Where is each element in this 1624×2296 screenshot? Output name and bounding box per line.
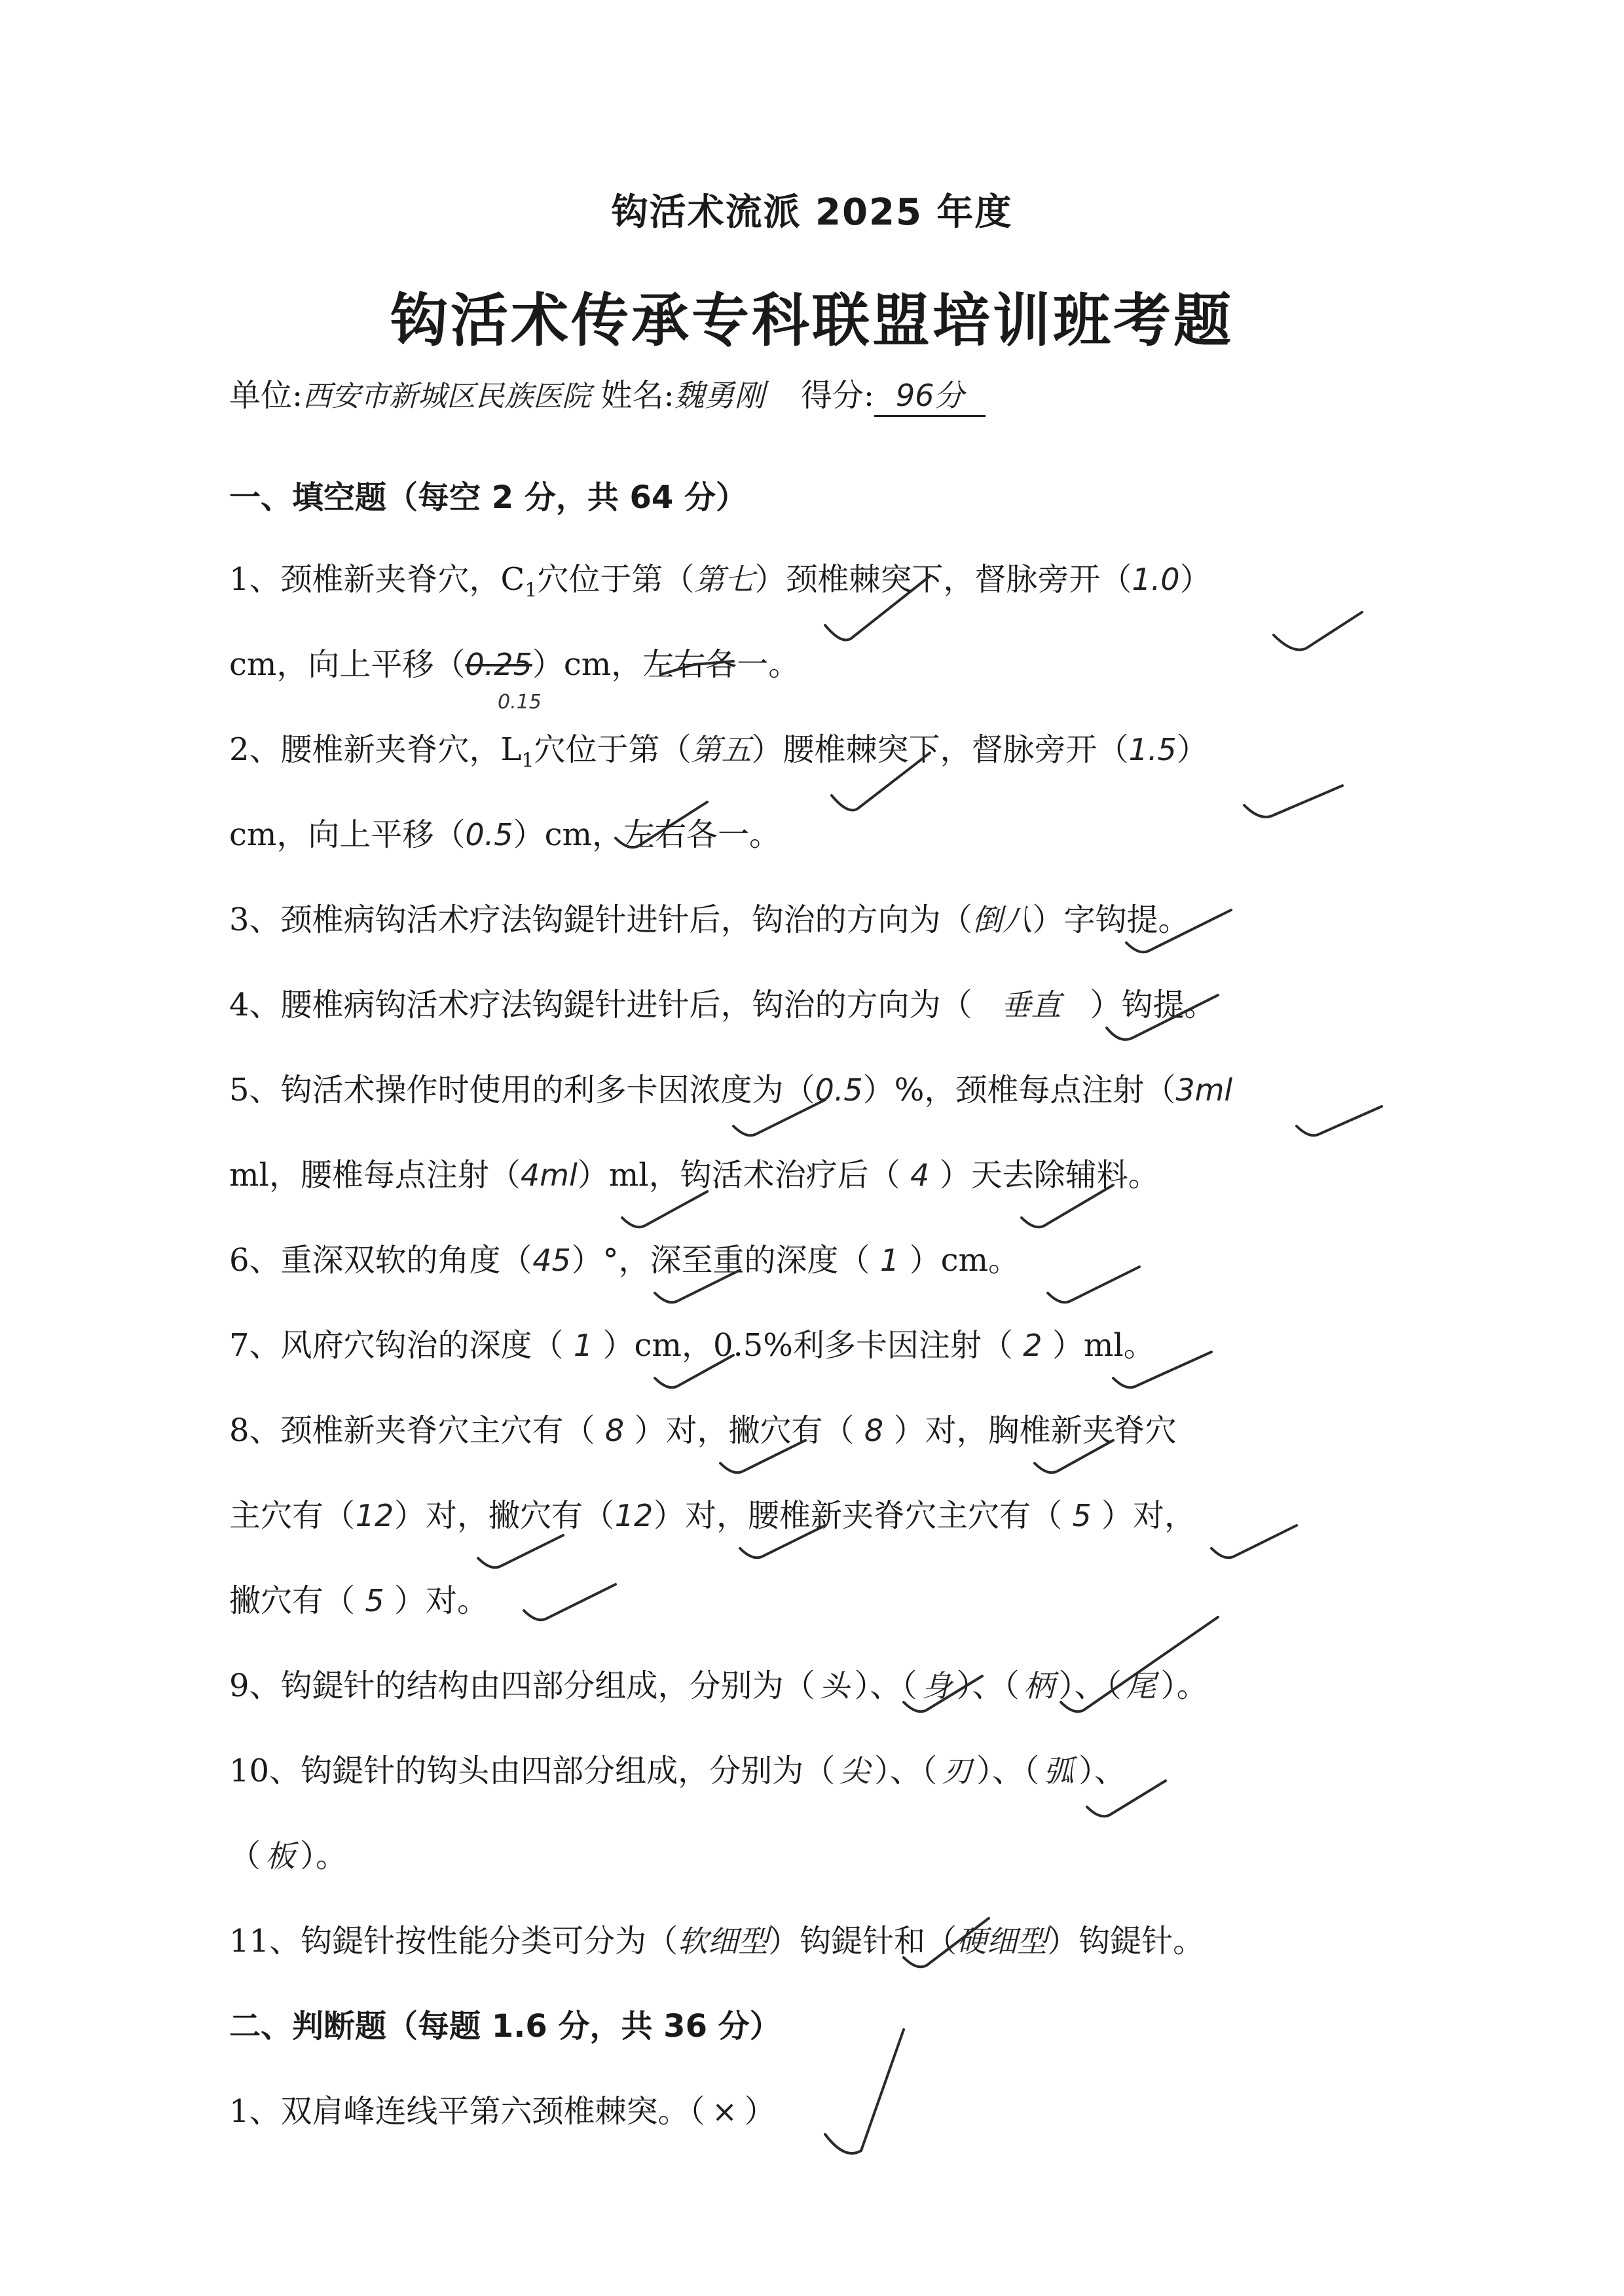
q9-answer-2: 身 bbox=[921, 1668, 952, 1704]
q5-answer-4: 4 bbox=[910, 1157, 930, 1193]
q1-text-f: ）cm，左右各一。 bbox=[532, 646, 800, 683]
q8-text-f: ）对，腰椎新夹脊穴主穴有（ bbox=[654, 1497, 1063, 1534]
q1-subscript: 1 bbox=[525, 579, 538, 602]
candidate-info-row bbox=[229, 370, 986, 417]
q5-line1 bbox=[229, 1070, 1408, 1110]
q9-answer-3: 柄 bbox=[1024, 1668, 1054, 1704]
q5-text-e: ）天去除辅料。 bbox=[939, 1157, 1160, 1194]
q2-text-f: ）cm，左右各一。 bbox=[513, 816, 781, 853]
q3-text-b: ）字钩提。 bbox=[1032, 902, 1190, 938]
q7-text-b: ）cm，0.5%利多卡因注射（ bbox=[602, 1327, 1013, 1364]
q8-text-b: ）对，撇穴有（ bbox=[634, 1412, 855, 1449]
q9-text-e: ）。 bbox=[1160, 1667, 1208, 1704]
q8-text-c: ）对，胸椎新夹脊穴 bbox=[893, 1412, 1177, 1449]
judge-q1-line bbox=[229, 2092, 1408, 2131]
judge-q1-text-b: ） bbox=[744, 2093, 776, 2130]
check-mark bbox=[1274, 612, 1362, 650]
exam-year-title: 钩活术流派 2025 年度 bbox=[611, 191, 1013, 234]
q10-text-b: ）、（ bbox=[874, 1753, 938, 1789]
q10-text-f: ）。 bbox=[300, 1838, 348, 1874]
q9-answer-4: 尾 bbox=[1126, 1668, 1156, 1704]
q11-answer-2: 硬细型 bbox=[957, 1923, 1048, 1959]
q8-line1 bbox=[229, 1411, 1408, 1450]
q10-text-a: 10、钩鍉针的钩头由四部分组成，分别为（ bbox=[229, 1753, 836, 1789]
section2-heading: 二、判断题（每题 1.6 分，共 36 分） bbox=[229, 2008, 781, 2045]
q9-line bbox=[229, 1666, 1408, 1705]
q8-text-d: 主穴有（ bbox=[229, 1497, 356, 1534]
q10-text-d: ）、 bbox=[1079, 1753, 1126, 1789]
score-label: 得分: bbox=[800, 377, 875, 414]
q5-line2 bbox=[229, 1156, 1408, 1195]
q5-answer-2: 3ml bbox=[1175, 1072, 1233, 1108]
q2-text-c: ）腰椎棘突下，督脉旁开（ bbox=[751, 731, 1129, 768]
q7-answer-2: 2 bbox=[1023, 1328, 1043, 1363]
judge-q1-text-a: 1、双肩峰连线平第六颈椎棘突。（ bbox=[229, 2093, 705, 2130]
q6-answer-2: 1 bbox=[879, 1243, 900, 1278]
q1-line2 bbox=[229, 645, 1408, 684]
q6-answer-1: 45 bbox=[532, 1243, 571, 1278]
q9-answer-1: 头 bbox=[819, 1668, 850, 1704]
q10-line2 bbox=[229, 1836, 1408, 1876]
q2-answer-1: 第五 bbox=[691, 732, 752, 767]
judge-q1-answer: × bbox=[712, 2094, 737, 2129]
q4-text-b: ）钩提。 bbox=[1090, 987, 1216, 1023]
q3-text-a: 3、颈椎病钩活术疗法钩鍉针进针后，钩治的方向为（ bbox=[229, 902, 972, 938]
q1-answer-2: 1.0 bbox=[1132, 562, 1180, 597]
q10-text-e: （ bbox=[229, 1838, 261, 1874]
q9-text-c: ）、（ bbox=[956, 1667, 1020, 1704]
q8-answer-1: 8 bbox=[604, 1413, 625, 1448]
q6-line bbox=[229, 1241, 1408, 1280]
q1-text-b: 穴位于第（ bbox=[537, 561, 695, 598]
q2-answer-2: 1.5 bbox=[1128, 732, 1177, 767]
q3-line bbox=[229, 900, 1408, 939]
q10-line1 bbox=[229, 1751, 1408, 1791]
q4-answer: 垂直 bbox=[1001, 987, 1061, 1023]
section1-heading: 一、填空题（每空 2 分，共 64 分） bbox=[229, 479, 748, 516]
q2-text-a: 2、腰椎新夹脊穴，L bbox=[229, 731, 522, 768]
q8-line3 bbox=[229, 1581, 1408, 1620]
q5-answer-1: 0.5 bbox=[815, 1072, 863, 1108]
q11-text-b: ）钩鍉针和（ bbox=[768, 1923, 957, 1959]
q8-answer-3: 12 bbox=[355, 1498, 394, 1533]
q10-answer-4: 板 bbox=[265, 1838, 296, 1874]
name-label: 姓名: bbox=[600, 377, 674, 414]
q8-text-g: ）对， bbox=[1101, 1497, 1196, 1534]
q1-answer-3: 0.25 bbox=[465, 647, 532, 682]
q9-text-d: ）、（ bbox=[1058, 1667, 1122, 1704]
q2-text-e: cm，向上平移（ bbox=[229, 816, 466, 853]
check-mark bbox=[622, 1192, 707, 1227]
score-handwritten: 96分 bbox=[874, 372, 986, 417]
q2-subscript: 1 bbox=[521, 749, 534, 773]
exam-main-title: 钩活术传承专科联盟培训班考题 bbox=[390, 287, 1234, 354]
q8-answer-6: 5 bbox=[365, 1583, 384, 1618]
q5-text-b: ）%，颈椎每点注射（ bbox=[862, 1072, 1176, 1108]
q2-line2 bbox=[229, 815, 1408, 854]
q10-answer-3: 弧 bbox=[1044, 1753, 1075, 1789]
q6-text-a: 6、重深双软的角度（ bbox=[229, 1242, 532, 1279]
q11-text-a: 11、钩鍉针按性能分类可分为（ bbox=[229, 1923, 678, 1959]
q8-text-e: ）对，撇穴有（ bbox=[394, 1497, 615, 1534]
q1-text-d: ） bbox=[1179, 561, 1211, 598]
q1-line1 bbox=[229, 560, 1408, 611]
q1-correction-note: 0.15 bbox=[498, 691, 542, 714]
unit-handwritten: 西安市新城区民族医院 bbox=[303, 380, 591, 413]
q9-text-a: 9、钩鍉针的结构由四部分组成，分别为（ bbox=[229, 1667, 815, 1704]
q3-answer: 倒八 bbox=[972, 902, 1033, 938]
q8-answer-2: 8 bbox=[864, 1413, 884, 1448]
q4-text-a: 4、腰椎病钩活术疗法钩鍉针进针后，钩治的方向为（ bbox=[229, 987, 972, 1023]
q7-text-c: ）ml。 bbox=[1052, 1327, 1155, 1364]
name-handwritten: 魏勇刚 bbox=[674, 378, 765, 413]
q7-answer-1: 1 bbox=[573, 1328, 593, 1363]
q8-line2 bbox=[229, 1496, 1408, 1535]
q2-line1 bbox=[229, 730, 1408, 781]
unit-label: 单位: bbox=[229, 377, 303, 414]
check-mark bbox=[478, 1535, 563, 1567]
check-mark bbox=[1297, 1106, 1382, 1135]
q1-text-a: 1、颈椎新夹脊穴，C bbox=[229, 561, 525, 598]
q5-text-c: ml，腰椎每点注射（ bbox=[229, 1157, 521, 1194]
q8-answer-4: 12 bbox=[614, 1498, 654, 1533]
q11-text-c: ）钩鍉针。 bbox=[1047, 1923, 1205, 1959]
q5-text-d: ）ml，钩活术治疗后（ bbox=[577, 1157, 900, 1194]
q9-text-b: ）、（ bbox=[854, 1667, 917, 1704]
q2-answer-3: 0.5 bbox=[465, 817, 513, 852]
q2-text-b: 穴位于第（ bbox=[534, 731, 692, 768]
q2-text-d: ） bbox=[1176, 731, 1208, 768]
q10-text-c: ）、（ bbox=[976, 1753, 1040, 1789]
q6-text-b: ）°，深至重的深度（ bbox=[571, 1242, 870, 1279]
q8-answer-5: 5 bbox=[1072, 1498, 1092, 1533]
q11-line bbox=[229, 1922, 1408, 1961]
q8-text-i: ）对。 bbox=[394, 1582, 489, 1619]
q4-line bbox=[229, 985, 1408, 1025]
q8-text-a: 8、颈椎新夹脊穴主穴有（ bbox=[229, 1412, 595, 1449]
q1-text-e: cm，向上平移（ bbox=[229, 646, 466, 683]
q7-text-a: 7、风府穴钩治的深度（ bbox=[229, 1327, 564, 1364]
check-mark bbox=[1244, 786, 1342, 817]
q6-text-c: ）cm。 bbox=[909, 1242, 1020, 1279]
q5-answer-3: 4ml bbox=[520, 1157, 578, 1193]
q7-line bbox=[229, 1326, 1408, 1365]
q10-answer-2: 刃 bbox=[942, 1753, 972, 1789]
q10-answer-1: 尖 bbox=[840, 1753, 870, 1789]
q1-answer-1: 第七 bbox=[694, 562, 755, 597]
q5-text-a: 5、钩活术操作时使用的利多卡因浓度为（ bbox=[229, 1072, 815, 1108]
q8-text-h: 撇穴有（ bbox=[229, 1582, 356, 1619]
q1-text-c: ）颈椎棘突下，督脉旁开（ bbox=[754, 561, 1132, 598]
q11-answer-1: 软细型 bbox=[678, 1923, 769, 1959]
